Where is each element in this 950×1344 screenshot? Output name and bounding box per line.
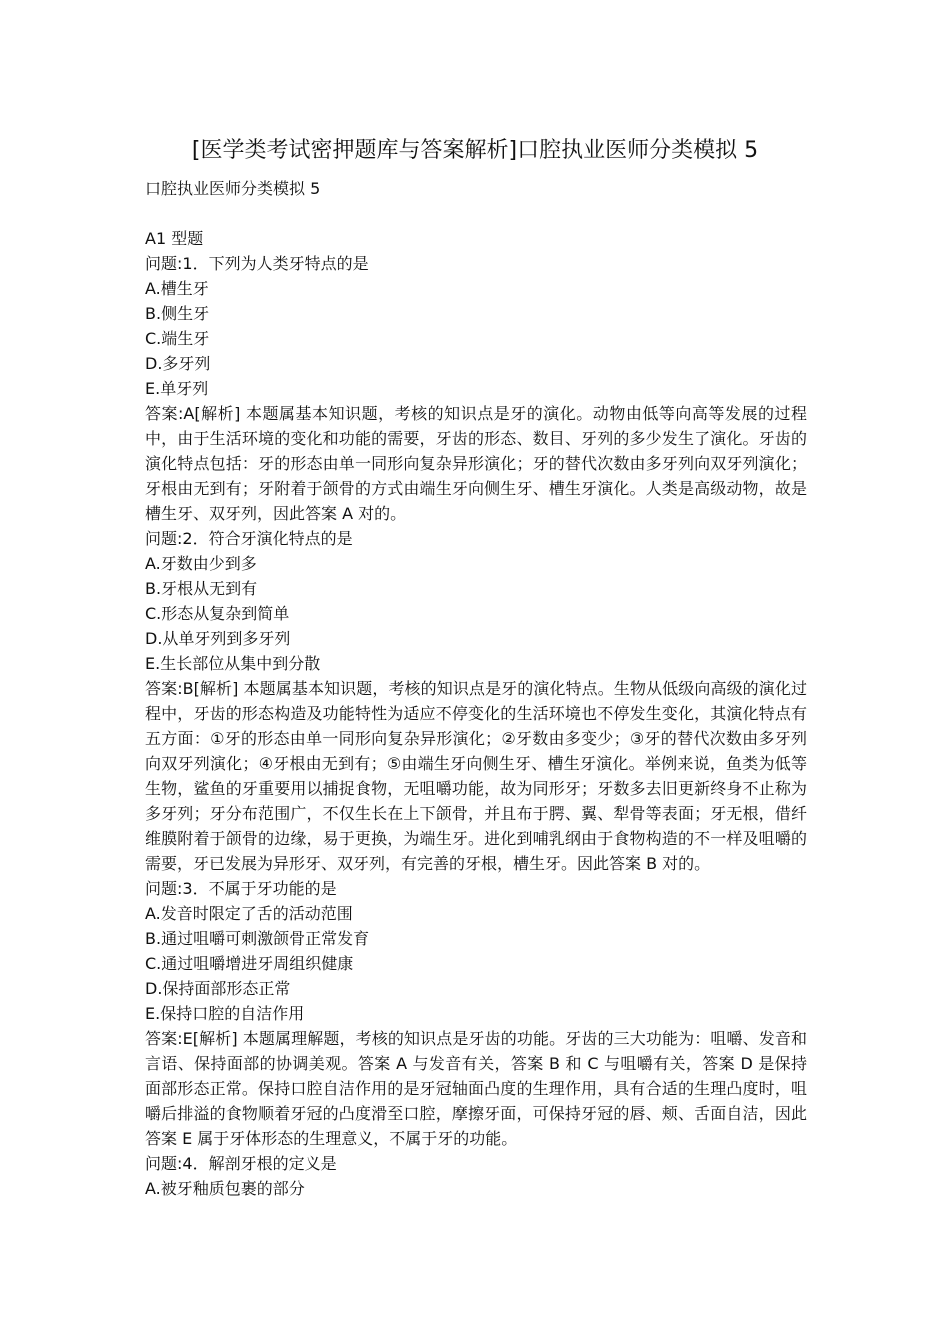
question-stem: 问题:2．符合牙演化特点的是 [145, 529, 353, 548]
answer-option: D.保持面部形态正常 [145, 979, 291, 998]
answer-option: B.通过咀嚼可刺激颌骨正常发育 [145, 929, 370, 948]
answer-option: C.形态从复杂到简单 [145, 604, 290, 623]
answer-option: A.被牙釉质包裹的部分 [145, 1179, 305, 1198]
answer-explanation: 答案:A[解析] 本题属基本知识题，考核的知识点是牙的演化。动物由低等向高等发展的过程中，由于生活环境的变化和功能的需要，牙齿的形态、数目、牙列的多少发生了演化。牙齿的演化特点包括：牙的形态由单一同形向复杂异形演化；牙的替代次数由多牙列向双牙列演化；牙根由无到有；牙附着于颌骨的方式由端生牙向侧生牙、槽生牙演化。人类是高级动物，故是槽生牙、双牙列，因此答案 A 对的。 [145, 404, 807, 523]
answer-explanation: 答案:B[解析] 本题属基本知识题，考核的知识点是牙的演化特点。生物从低级向高级的演化过程中，牙齿的形态构造及功能特性为适应不停变化的生活环境也不停发生变化，其演化特点有五方面：①牙的形态由单一同形向复杂异形演化；②牙数由多变少；③牙的替代次数由多牙列向双牙列演化；④牙根由无到有；⑤由端生牙向侧生牙、槽生牙演化。举例来说，鱼类为低等生物，鲨鱼的牙重要用以捕捉食物，无咀嚼功能，故为同形牙；牙数多去旧更新终身不止称为多牙列；牙分布范围广，不仅生长在上下颌骨，并且布于腭、翼、犁骨等表面；牙无根，借纤维膜附着于颌骨的边缘，易于更换，为端生牙。进化到哺乳纲由于食物构造的不一样及咀嚼的需要，牙已发展为异形牙、双牙列，有完善的牙根，槽生牙。因此答案 B 对的。 [145, 679, 807, 873]
question-stem: 问题:3．不属于牙功能的是 [145, 879, 337, 898]
answer-option: D.多牙列 [145, 354, 211, 373]
answer-option: C.通过咀嚼增进牙周组织健康 [145, 954, 354, 973]
answer-option: A.发音时限定了舌的活动范围 [145, 904, 353, 923]
answer-option: E.单牙列 [145, 379, 209, 398]
question-stem: 问题:4．解剖牙根的定义是 [145, 1154, 337, 1173]
section-heading: A1 型题 [145, 229, 204, 248]
answer-option: A.槽生牙 [145, 279, 209, 298]
answer-option: E.保持口腔的自洁作用 [145, 1004, 305, 1023]
answer-option: E.生长部位从集中到分散 [145, 654, 321, 673]
answer-option: C.端生牙 [145, 329, 210, 348]
document-body [145, 176, 807, 1201]
answer-explanation: 答案:E[解析] 本题属理解题，考核的知识点是牙齿的功能。牙齿的三大功能为：咀嚼、发音和言语、保持面部的协调美观。答案 A 与发音有关，答案 B 和 C 与咀嚼有关，答案 D 是保持面部形态正常。保持口腔自洁作用的是牙冠轴面凸度的生理作用，具有合适的生理凸度时，咀嚼后排溢的食物顺着牙冠的凸度滑至口腔，摩擦牙面，可保持牙冠的唇、颊、舌面自洁，因此答案 E 属于牙体形态的生理意义，不属于牙的功能。 [145, 1029, 807, 1148]
document-title: [医学类考试密押题库与答案解析]口腔执业医师分类模拟 5 [191, 138, 759, 163]
answer-option: B.牙根从无到有 [145, 579, 258, 598]
answer-option: B.侧生牙 [145, 304, 210, 323]
document-subtitle: 口腔执业医师分类模拟 5 [145, 179, 321, 198]
blank-line [145, 201, 807, 226]
answer-option: A.牙数由少到多 [145, 554, 257, 573]
question-stem: 问题:1．下列为人类牙特点的是 [145, 254, 369, 273]
answer-option: D.从单牙列到多牙列 [145, 629, 291, 648]
